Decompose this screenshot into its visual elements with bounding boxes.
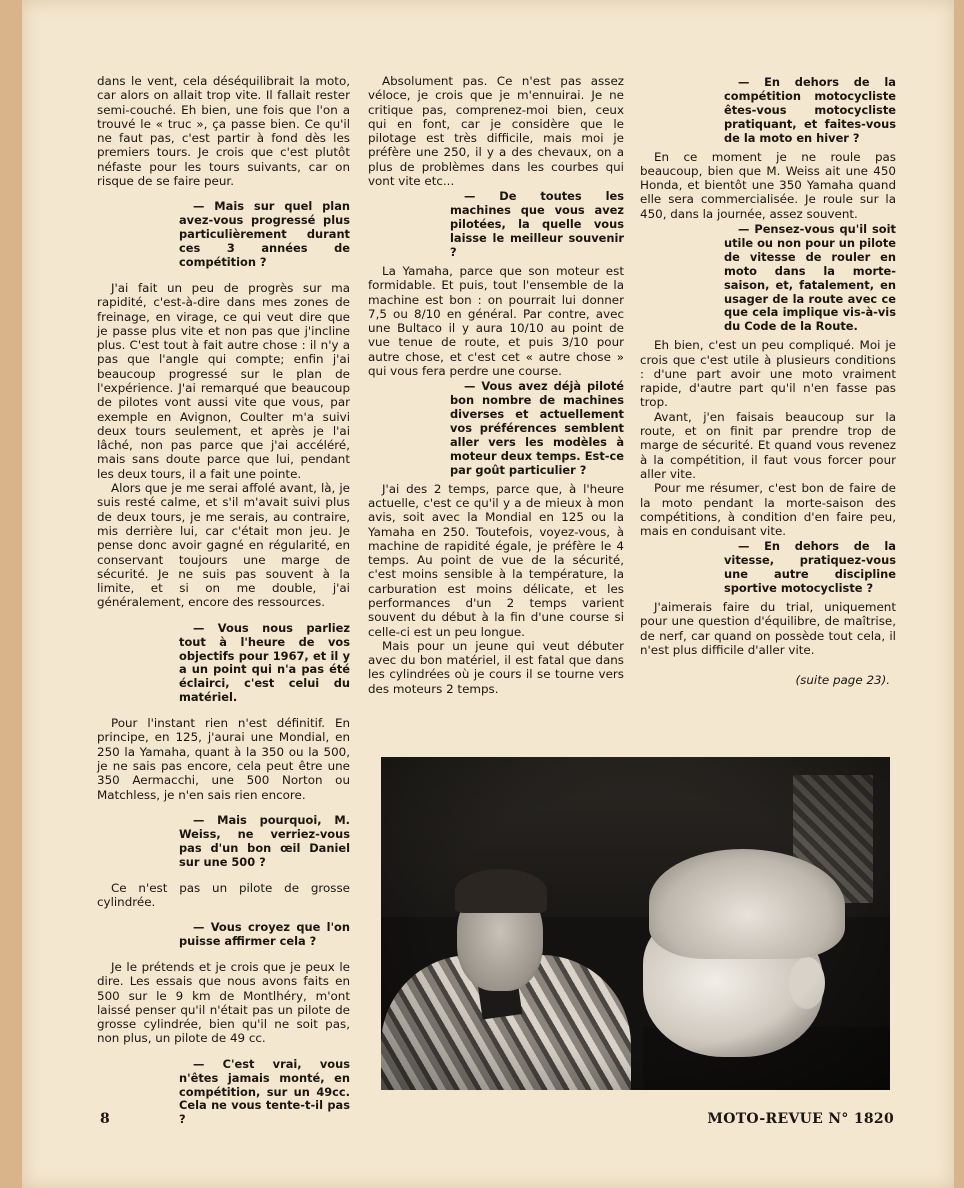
page-number: 8 bbox=[100, 1111, 110, 1127]
interview-question: — Vous nous parliez tout à l'heure de vos objectifs pour 1967, et il y a un point qui n'a pas été éclairci, c'est celui du matériel. bbox=[179, 620, 350, 705]
answer-paragraph: dans le vent, cela déséquilibrait la moto, car alors on allait trop vite. Il fallait rester semi-couché. Eh bien, une fois que l'on a trouvé le « truc », ça passe bien. Ce qu'il ne faut pas, c'est partir à fond dès les premiers tours. Je crois que c'est plutôt néfaste pour les tours suivants, car on risque de se faire peur. bbox=[97, 74, 350, 189]
answer-paragraph: J'aimerais faire du trial, uniquement pour une question d'équilibre, de maîtrise, de nerf, car quand on possède tout cela, il n'est plus difficile d'aller vite. bbox=[640, 600, 896, 657]
interview-question: — Pensez-vous qu'il soit utile ou non pour un pilote de vitesse de rouler en moto dans la morte-saison, et, fatalement, en usager de la route avec ce que cela implique vis-à-vis du Code de la Route. bbox=[724, 222, 896, 334]
interview-question: — Mais pourquoi, M. Weiss, ne verriez-vous pas d'un bon œil Daniel sur une 500 ? bbox=[179, 812, 350, 869]
answer-paragraph: Je le prétends et je crois que je peux le dire. Les essais que nous avons faits en 500 sur le 9 km de Montlhéry, m'ont laissé penser qu'il n'était pas un pilote de grosse cylindrée, bien qu'il ne soit pas, non plus, un pilote de 49 cc. bbox=[97, 959, 350, 1046]
answer-paragraph: Ce n'est pas un pilote de grosse cylindrée. bbox=[97, 880, 350, 909]
answer-paragraph: Absolument pas. Ce n'est pas assez véloce, je crois que je m'ennuirai. Je ne critique pas, comprenez-moi bien, ceux qui en font, car je considère que le pilotage est très difficile, mais moi je préfère une 250, il y a des chevaux, on a plus de problèmes dans les courbes qui vont vite etc... bbox=[368, 74, 624, 189]
answer-paragraph: Alors que je me serai affolé avant, là, je suis resté calme, et s'il m'avait suivi plus de deux tours, je me serais, au contraire, mis derrière lui, car c'était mon jeu. Je pense donc avoir gagné en régularité, en conservant toujours une marge de sécurité. Je ne suis pas souvent à la limite, et si on me double, j'ai généralement, encore des ressources. bbox=[97, 481, 350, 610]
interview-question: — Mais sur quel plan avez-vous progressé plus particulièrement durant ces 3 années de compétition ? bbox=[179, 199, 350, 269]
interview-question: — Vous avez déjà piloté bon nombre de machines diverses et actuellement vos préférences semblent aller vers les modèles à moteur deux temps. Est-ce par goût particulier ? bbox=[450, 379, 624, 477]
answer-paragraph: Mais pour un jeune qui veut débuter avec du bon matériel, il est fatal que dans les cylindrées où je cours il se tourne vers des moteurs 2 temps. bbox=[368, 638, 624, 696]
interview-question: — En dehors de la vitesse, pratiquez-vous une autre discipline sportive motocycliste ? bbox=[724, 539, 896, 596]
interview-question: — De toutes les machines que vous avez pilotées, la quelle vous laisse le meilleur souvenir ? bbox=[450, 189, 624, 259]
answer-paragraph: J'ai des 2 temps, parce que, à l'heure actuelle, c'est ce qu'il y a de mieux à mon avis, soit avec la Mondial en 125 ou la Yamaha en 250. Toutefois, voyez-vous, à machine de rapidité égale, je préfère le 4 temps. Au point de vue de la sécurité, c'est moins sensible à la température, la carburation est moins délicate, et les performances d'un 2 temps varient souvent du début à la fin d'une course si celle-ci est un peu longue. bbox=[368, 481, 624, 639]
article-column-1 bbox=[97, 74, 350, 1138]
interview-question: — En dehors de la compétition motocycliste êtes-vous motocycliste pratiquant, et faites-vous de la moto en hiver ? bbox=[724, 75, 896, 145]
article-column-3 bbox=[640, 74, 896, 688]
answer-paragraph: Eh bien, c'est un peu compliqué. Moi je crois que c'est utile à plusieurs conditions : d'une part avoir une moto vraiment rapide, d'autre part qu'il n'en fasse pas trop. bbox=[640, 338, 896, 410]
article-column-2 bbox=[368, 74, 624, 696]
continued-note: (suite page 23). bbox=[795, 673, 890, 688]
magazine-issue: MOTO-REVUE N° 1820 bbox=[707, 1111, 894, 1127]
answer-paragraph: Avant, j'en faisais beaucoup sur la route, et on finit par prendre trop de marge de sécurité. Et quand vous revenez à la compétition, il faut vous forcer pour aller vite. bbox=[640, 409, 896, 481]
answer-paragraph: En ce moment je ne roule pas beaucoup, bien que M. Weiss ait une 450 Honda, et bientôt une 350 Yamaha quand elle sera commercialisée. Je roule sur la 450, dans la journée, assez souvent. bbox=[640, 149, 896, 221]
interview-question: — Vous croyez que l'on puisse affirmer cela ? bbox=[179, 920, 350, 949]
photo-vignette bbox=[381, 757, 890, 1090]
photo-two-riders bbox=[381, 757, 890, 1090]
answer-paragraph: Pour l'instant rien n'est définitif. En principe, en 125, j'aurai une Mondial, en 250 la Yamaha, quant à la 350 ou la 500, je ne sais pas encore, cela peut être une 350 Aermacchi, une 500 Norton ou Matchless, je n'en sais rien encore. bbox=[97, 716, 350, 802]
answer-paragraph: J'ai fait un peu de progrès sur ma rapidité, c'est-à-dire dans mes zones de freinage, en virage, ce qui veut dire que je passe plus vite et non pas que j'incline plus. C'est tout à fait autre chose : il n'y a pas que l'angle qui compte; enfin j'ai beaucoup progressé sur le plan de l'expérience. J'ai remarqué que beaucoup de pilotes vont aussi vite que vous, par exemple en Avignon, Coulter m'a suivi deux tours seulement, et après je l'ai lâché, non pas parce que j'ai accéléré, mais sans doute parce que lui, pendant les deux tours, il a fait une pointe. bbox=[97, 280, 350, 481]
interview-question: — C'est vrai, vous n'êtes jamais monté, en compétition, sur un 49cc. Cela ne vous tente-t-il pas ? bbox=[179, 1056, 350, 1127]
answer-paragraph: La Yamaha, parce que son moteur est formidable. Et puis, tout l'ensemble de la machine est bon : on pourrait lui donner 7,5 ou 8/10 en général. Par contre, avec une Bultaco il y aura 10/10 au point de vue tenue de route, et puis 3/10 pour autre chose, et c'est cet « autre chose » qui vous fera perdre une course. bbox=[368, 263, 624, 378]
answer-paragraph: Pour me résumer, c'est bon de faire de la moto pendant la morte-saison des compétitions, à condition d'en faire peu, mais en conduisant vite. bbox=[640, 481, 896, 539]
